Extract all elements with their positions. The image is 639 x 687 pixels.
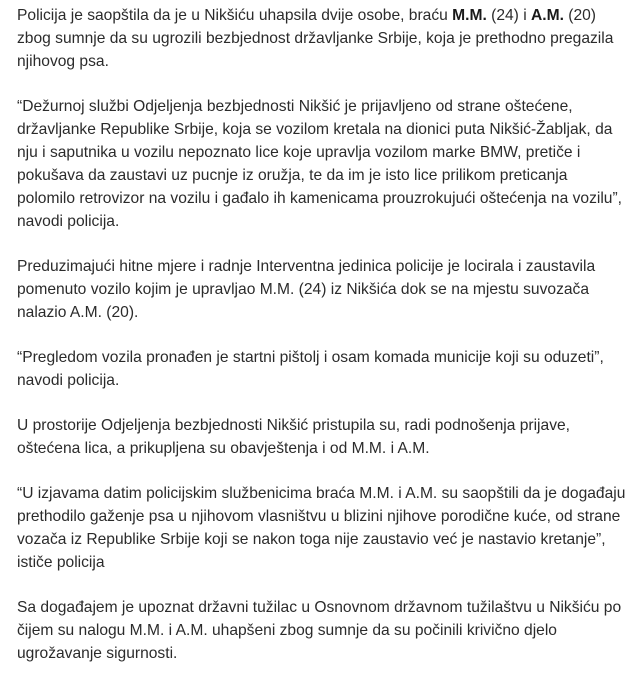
article-body [17, 4, 629, 687]
suspect-initials-am: A.M. [531, 7, 564, 24]
paragraph-text: Policija je saopštila da je u Nikšiću uhapsila dvije osobe, braću [17, 7, 453, 24]
paragraph-police-quote-search: “Pregledom vozila pronađen je startni pištolj i osam komada municije koji su oduzeti”, navodi policija. [17, 349, 604, 389]
paragraph-text: (24) i [486, 7, 531, 24]
suspect-initials-mm: M.M. [452, 7, 487, 24]
paragraph-police-quote-report: “Dežurnoj službi Odjeljenja bezbjednosti Nikšić je prijavljeno od strane oštećene, državljanke Republike Srbije, koja se vozilom kretala na dionici puta Nikšić-Žabljak, da nju i saputnika u vozilu nepoznato lice koje upravlja vozilom marke BMW, pretiče i pokušava da zaustavi uz pucnje iz oružja, te da im je isto lice prilikom preticanja polomilo retrovizor na vozilu i gađalo ih kamenicama prouzrokujući oštećenja na vozilu”, navodi policija. [17, 98, 622, 230]
paragraph-report-filed: U prostorije Odjeljenja bezbjednosti Nikšić pristupila su, radi podnošenja prijave, oštećena lica, a prikupljena su obavještenja i od M.M. i A.M. [17, 417, 570, 457]
paragraph-arrest-announcement [17, 4, 629, 73]
paragraph-prosecutor: Sa događajem je upoznat državni tužilac u Osnovnom državnom tužilaštvu u Nikšiću po čijem su nalogu M.M. i A.M. uhapšeni zbog sumnje da su počinili krivično djelo ugrožavanje sigurnosti. [17, 599, 622, 662]
paragraph-text: (20) zbog sumnje da su ugrozili bezbjednost državljanke Srbije, koja je prethodno pregazila njihovog psa. [17, 7, 614, 70]
paragraph-intervention: Preduzimajući hitne mjere i radnje Interventna jedinica policije je locirala i zaustavila pomenuto vozilo kojim je upravljao M.M. (24) iz Nikšića dok se na mjestu suvozača nalazio A.M. (20). [17, 258, 596, 321]
paragraph-police-quote-statements: “U izjavama datim policijskim službenicima braća M.M. i A.M. su saopštili da je događaju prethodilo gaženje psa u njihovom vlasništvu u blizini njihove porodične kuće, od strane vozača iz Republike Srbije koji se nakon toga nije zaustavio već je nastavio kretanje”, ističe policija [17, 485, 626, 571]
